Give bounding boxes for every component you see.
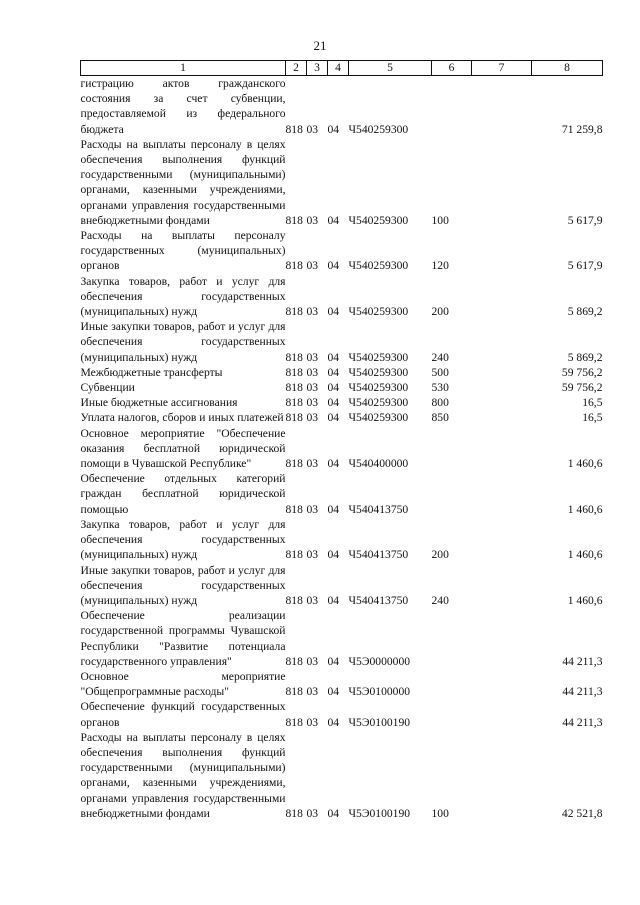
row-col-7 [472, 730, 532, 821]
table-row [81, 730, 603, 821]
row-description: Расходы на выплаты персоналу государственных (муниципальных) органов [80, 229, 286, 273]
row-description: Закупка товаров, работ и услуг для обеспечения государственных (муниципальных) нужд [80, 274, 286, 319]
row-amount: 1 460,6 [567, 593, 603, 607]
table-row [81, 608, 603, 669]
table-row [81, 699, 603, 729]
row-col-7 [472, 471, 532, 517]
row-col-7 [472, 563, 532, 609]
row-subsection-code: 04 [327, 259, 340, 273]
row-expense-type: 200 [431, 548, 449, 562]
row-expense-type [432, 426, 472, 472]
row-section-code: 03 [306, 806, 319, 820]
table-row [81, 274, 603, 320]
row-subsection-code: 04 [327, 806, 340, 820]
row-target-article: Ч540259300 [348, 411, 409, 425]
row-ministry-code: 818 [285, 685, 303, 699]
row-target-article: Ч540259300 [348, 213, 409, 227]
row-col-7 [472, 669, 532, 699]
row-amount: 5 617,9 [567, 259, 603, 273]
table-body [81, 76, 603, 821]
row-ministry-code: 818 [285, 350, 303, 364]
row-expense-type [432, 608, 472, 669]
row-ministry-code: 818 [285, 213, 303, 227]
row-amount: 5 617,9 [567, 213, 603, 227]
row-section-code: 03 [306, 381, 319, 395]
row-target-article: Ч5Э0100190 [348, 715, 411, 729]
row-amount: 71 259,8 [561, 122, 603, 136]
row-expense-type: 500 [431, 365, 449, 379]
row-section-code: 03 [306, 654, 319, 668]
row-subsection-code: 04 [327, 457, 340, 471]
row-description: Обеспечение реализации государственной программы Чувашской Республики "Развитие потенциала государственного управления" [80, 609, 286, 668]
header-cell: 5 [349, 61, 432, 76]
table-row [81, 471, 603, 517]
row-expense-type: 200 [431, 305, 449, 319]
row-col-7 [472, 228, 532, 274]
row-target-article: Ч540259300 [348, 305, 409, 319]
row-amount: 16,5 [582, 396, 603, 410]
row-target-article: Ч5Э0000000 [348, 654, 411, 668]
row-target-article: Ч540259300 [348, 122, 409, 136]
table-row [81, 563, 603, 609]
row-expense-type: 800 [431, 396, 449, 410]
table-row [81, 669, 603, 699]
row-ministry-code: 818 [285, 381, 303, 395]
row-subsection-code: 04 [327, 548, 340, 562]
row-col-7 [472, 274, 532, 320]
row-col-7 [472, 365, 532, 380]
row-target-article: Ч540259300 [348, 350, 409, 364]
table-header [81, 61, 603, 76]
row-description: Обеспечение отдельных категорий граждан бесплатной юридической помощью [80, 472, 286, 516]
row-subsection-code: 04 [327, 305, 340, 319]
row-amount: 1 460,6 [567, 548, 603, 562]
row-col-7 [472, 517, 532, 563]
row-subsection-code: 04 [327, 122, 340, 136]
row-expense-type: 120 [431, 259, 449, 273]
row-amount: 5 869,2 [567, 305, 603, 319]
row-target-article: Ч5Э0100000 [348, 685, 411, 699]
row-amount: 16,5 [582, 411, 603, 425]
header-cell: 3 [307, 61, 328, 76]
header-cell: 8 [532, 61, 603, 76]
row-subsection-code: 04 [327, 381, 340, 395]
row-section-code: 03 [306, 593, 319, 607]
table-row [81, 426, 603, 472]
row-section-code: 03 [306, 259, 319, 273]
row-expense-type: 240 [431, 593, 449, 607]
row-section-code: 03 [306, 213, 319, 227]
table-row [81, 365, 603, 380]
row-col-7 [472, 426, 532, 472]
row-section-code: 03 [306, 350, 319, 364]
table-row [81, 410, 603, 425]
row-description: Иные закупки товаров, работ и услуг для обеспечения государственных (муниципальных) нужд [80, 563, 286, 607]
row-amount: 44 211,3 [562, 685, 603, 699]
row-ministry-code: 818 [285, 502, 303, 516]
row-target-article: Ч540413750 [348, 593, 409, 607]
row-ministry-code: 818 [285, 259, 303, 273]
row-description: Иные бюджетные ассигнования [80, 396, 238, 410]
budget-table [80, 60, 603, 821]
row-target-article: Ч540413750 [348, 502, 409, 516]
row-expense-type: 100 [431, 806, 449, 820]
row-description: Расходы на выплаты персоналу в целях обеспечения выполнения функций государственными (муниципальными) органами, казенными учреждениями, органами управления государственными внебюджетными фондами [80, 730, 286, 820]
header-cell: 4 [328, 61, 349, 76]
row-ministry-code: 818 [285, 122, 303, 136]
row-description: Основное мероприятие "Общепрограммные расходы" [80, 669, 286, 699]
table-row [81, 76, 603, 137]
row-description: Расходы на выплаты персоналу в целях обеспечения выполнения функций государственными (муниципальными) органами, казенными учреждениями, органами управления государственными внебюджетными фондами [80, 137, 286, 227]
row-section-code: 03 [306, 457, 319, 471]
row-col-7 [472, 410, 532, 425]
row-ministry-code: 818 [285, 654, 303, 668]
row-expense-type: 100 [431, 213, 449, 227]
row-col-7 [472, 608, 532, 669]
row-expense-type [432, 76, 472, 137]
row-subsection-code: 04 [327, 213, 340, 227]
row-col-7 [472, 699, 532, 729]
row-subsection-code: 04 [327, 593, 340, 607]
row-col-7 [472, 76, 532, 137]
row-amount: 1 460,6 [567, 502, 603, 516]
row-section-code: 03 [306, 305, 319, 319]
row-description: Основное мероприятие "Обеспечение оказания бесплатной юридической помощи в Чувашской Республике" [80, 426, 286, 471]
row-amount: 44 211,3 [562, 654, 603, 668]
row-target-article: Ч540400000 [348, 457, 409, 471]
row-ministry-code: 818 [285, 396, 303, 410]
row-target-article: Ч540259300 [348, 396, 409, 410]
row-section-code: 03 [306, 685, 319, 699]
row-section-code: 03 [306, 122, 319, 136]
row-ministry-code: 818 [285, 593, 303, 607]
row-col-7 [472, 380, 532, 395]
header-cell: 2 [286, 61, 307, 76]
table-row [81, 319, 603, 365]
row-section-code: 03 [306, 365, 319, 379]
row-col-7 [472, 395, 532, 410]
row-amount: 5 869,2 [567, 350, 603, 364]
row-expense-type [432, 471, 472, 517]
row-amount: 42 521,8 [561, 806, 603, 820]
row-expense-type [432, 699, 472, 729]
row-ministry-code: 818 [285, 457, 303, 471]
row-description: гистрацию актов гражданского состояния за счет субвенции, предоставляемой из федерального бюджета [80, 77, 286, 136]
row-subsection-code: 04 [327, 365, 340, 379]
row-expense-type [432, 669, 472, 699]
row-target-article: Ч540259300 [348, 259, 409, 273]
row-subsection-code: 04 [327, 654, 340, 668]
row-col-7 [472, 319, 532, 365]
row-target-article: Ч540413750 [348, 548, 409, 562]
row-subsection-code: 04 [327, 350, 340, 364]
row-target-article: Ч5Э0100190 [348, 806, 411, 820]
row-amount: 44 211,3 [562, 715, 603, 729]
row-expense-type: 530 [431, 381, 449, 395]
header-cell: 7 [472, 61, 532, 76]
table-row [81, 395, 603, 410]
row-subsection-code: 04 [327, 715, 340, 729]
row-ministry-code: 818 [285, 548, 303, 562]
row-section-code: 03 [306, 715, 319, 729]
row-subsection-code: 04 [327, 685, 340, 699]
row-ministry-code: 818 [285, 411, 303, 425]
row-target-article: Ч540259300 [348, 365, 409, 379]
row-description: Уплата налогов, сборов и иных платежей [80, 411, 284, 425]
page-number: 21 [313, 38, 327, 53]
row-description: Обеспечение функций государственных органов [80, 700, 286, 729]
row-section-code: 03 [306, 411, 319, 425]
row-ministry-code: 818 [285, 715, 303, 729]
row-section-code: 03 [306, 396, 319, 410]
row-amount: 59 756,2 [561, 365, 603, 379]
table-row [81, 228, 603, 274]
header-cell: 6 [432, 61, 472, 76]
row-subsection-code: 04 [327, 411, 340, 425]
row-expense-type: 240 [431, 350, 449, 364]
row-amount: 59 756,2 [561, 381, 603, 395]
table-row [81, 137, 603, 228]
header-cell: 1 [81, 61, 286, 76]
row-ministry-code: 818 [285, 806, 303, 820]
row-subsection-code: 04 [327, 502, 340, 516]
row-description: Межбюджетные трансферты [80, 365, 223, 379]
row-col-7 [472, 137, 532, 228]
row-ministry-code: 818 [285, 305, 303, 319]
row-subsection-code: 04 [327, 396, 340, 410]
row-description: Субвенции [80, 381, 135, 395]
row-section-code: 03 [306, 548, 319, 562]
row-target-article: Ч540259300 [348, 381, 409, 395]
row-description: Закупка товаров, работ и услуг для обеспечения государственных (муниципальных) нужд [80, 517, 286, 562]
row-amount: 1 460,6 [567, 457, 603, 471]
row-section-code: 03 [306, 502, 319, 516]
row-ministry-code: 818 [285, 365, 303, 379]
row-description: Иные закупки товаров, работ и услуг для обеспечения государственных (муниципальных) нужд [80, 320, 286, 364]
table-row [81, 380, 603, 395]
table-row [81, 517, 603, 563]
row-expense-type: 850 [431, 411, 449, 425]
